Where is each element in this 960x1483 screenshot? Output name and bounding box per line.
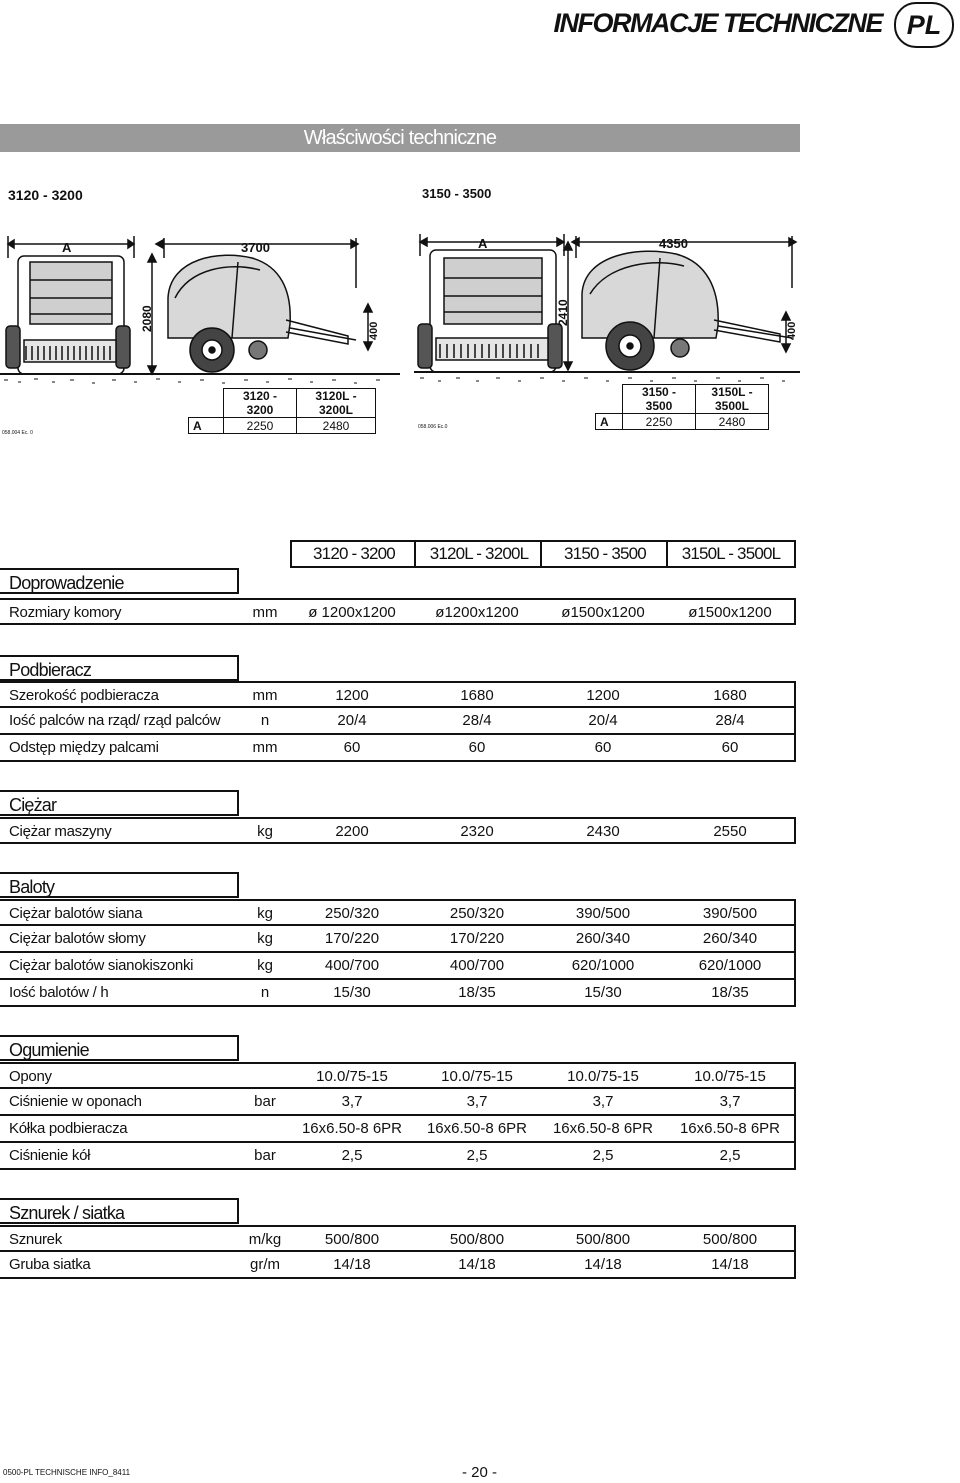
cell-col-1: 250/320 [324, 905, 380, 922]
cell-col-3: 60 [594, 739, 612, 756]
language-badge: PL [894, 2, 954, 48]
spec-row [0, 817, 796, 844]
row-label: Ciężar balotów sianokiszonki [9, 957, 194, 974]
cell-col-4: 2,5 [719, 1147, 741, 1164]
row-label: Opony [9, 1068, 52, 1085]
cell-col-4: 14/18 [711, 1256, 749, 1273]
row-label: Kółka podbieracza [9, 1120, 128, 1137]
left-dim-table-value-1: 2250 [224, 418, 297, 434]
right-dimension-table [595, 384, 769, 430]
cell-col-3: 1200 [586, 687, 620, 704]
right-baler-drawing [414, 228, 804, 388]
left-dim-length: 3700 [241, 240, 270, 255]
cell-col-2: 2320 [460, 823, 494, 840]
cell-col-2: 250/320 [449, 905, 505, 922]
left-dim-table-header-2: 3120L - 3200L [297, 389, 376, 418]
cell-col-2: 3,7 [466, 1093, 488, 1110]
cell-col-4: 60 [721, 739, 739, 756]
row-unit: bar [254, 1093, 276, 1110]
spec-row [0, 1225, 796, 1252]
cell-col-3: 3,7 [592, 1093, 614, 1110]
row-unit: gr/m [250, 1256, 280, 1273]
cell-col-3: 2,5 [592, 1147, 614, 1164]
footer-document-code: 0500-PL TECHNISCHE INFO_8411 [3, 1468, 131, 1477]
cell-col-2: 500/800 [449, 1231, 505, 1248]
spec-row [0, 1116, 796, 1143]
spec-row [0, 926, 796, 953]
section-title-ogumienie: Ogumienie [0, 1035, 239, 1061]
cell-col-4: 620/1000 [698, 957, 762, 974]
cell-col-4: 10.0/75-15 [694, 1068, 766, 1085]
footer-page-number: - 20 - [462, 1464, 498, 1481]
cell-col-1: 1200 [335, 687, 369, 704]
cell-col-3: 15/30 [584, 984, 622, 1001]
left-dim-table-value-2: 2480 [297, 418, 376, 434]
right-dim-table-value-2: 2480 [696, 414, 769, 430]
spec-row [0, 953, 796, 980]
spec-row [0, 681, 796, 708]
spec-column-header-row [290, 540, 796, 568]
cell-col-4: 18/35 [711, 984, 749, 1001]
cell-col-2: 16x6.50-8 6PR [426, 1120, 528, 1137]
cell-col-2: 18/35 [458, 984, 496, 1001]
cell-col-4: 2550 [713, 823, 747, 840]
cell-col-1: 16x6.50-8 6PR [301, 1120, 403, 1137]
cell-col-3: 390/500 [575, 905, 631, 922]
cell-col-2: 170/220 [449, 930, 505, 947]
row-label: Ciężar balotów siana [9, 905, 143, 922]
cell-col-3: 260/340 [575, 930, 631, 947]
left-dim-table-row-label: A [189, 418, 224, 434]
row-unit: mm [252, 604, 278, 621]
spec-row [0, 735, 796, 762]
cell-col-4: ø1500x1200 [688, 604, 772, 621]
cell-col-1: 14/18 [333, 1256, 371, 1273]
right-dim-length: 4350 [659, 236, 688, 251]
section-title-doprowadzenie: Doprowadzenie [0, 568, 239, 594]
row-label: Gruba siatka [9, 1256, 91, 1273]
right-dim-table-header-2: 3150L - 3500L [696, 385, 769, 414]
row-unit: mm [252, 739, 278, 756]
row-label: Odstęp między palcami [9, 739, 159, 756]
row-label: Iość palców na rząd/ rząd palców [9, 712, 221, 729]
cell-col-1: 500/800 [324, 1231, 380, 1248]
row-label: Ciśnienie kół [9, 1147, 91, 1164]
row-label: Szerokość podbieracza [9, 687, 159, 704]
left-baler-drawing [0, 228, 410, 388]
cell-col-2: 14/18 [458, 1256, 496, 1273]
right-dim-table-header-1: 3150 - 3500 [623, 385, 696, 414]
cell-col-2: 60 [468, 739, 486, 756]
cell-col-4: 28/4 [715, 712, 745, 729]
cell-col-1: 60 [343, 739, 361, 756]
spec-row [0, 1252, 796, 1279]
row-unit: bar [254, 1147, 276, 1164]
cell-col-4: 500/800 [702, 1231, 758, 1248]
cell-col-1: 2,5 [341, 1147, 363, 1164]
cell-col-4: 1680 [713, 687, 747, 704]
left-drawing-ref: 058.004 Ec. 0 [2, 430, 33, 436]
column-header-4: 3150L - 3500L [681, 544, 781, 563]
cell-col-2: 1680 [460, 687, 494, 704]
column-header-2: 3120L - 3200L [429, 544, 529, 563]
cell-col-2: 10.0/75-15 [441, 1068, 513, 1085]
spec-row [0, 1089, 796, 1116]
right-dim-table-value-1: 2250 [623, 414, 696, 430]
cell-col-4: 3,7 [719, 1093, 741, 1110]
left-dim-table-header-1: 3120 - 3200 [224, 389, 297, 418]
row-unit: kg [257, 823, 273, 840]
right-dim-height: 2410 [556, 299, 570, 326]
page-header-title: INFORMACJE TECHNICZNE [553, 8, 882, 38]
row-unit: kg [257, 905, 273, 922]
cell-col-1: 170/220 [324, 930, 380, 947]
cell-col-1: 400/700 [324, 957, 380, 974]
row-unit: n [260, 712, 270, 729]
left-dim-height: 2080 [140, 305, 154, 332]
column-header-3: 3150 - 3500 [564, 544, 646, 563]
cell-col-3: ø1500x1200 [561, 604, 645, 621]
cell-col-3: 10.0/75-15 [567, 1068, 639, 1085]
section-title-ciezar: Ciężar [0, 790, 239, 816]
row-label: Ciężar maszyny [9, 823, 112, 840]
spec-row [0, 598, 796, 625]
left-dim-drawbar: 400 [368, 321, 380, 340]
right-model-label: 3150 - 3500 [422, 186, 492, 201]
row-unit: n [260, 984, 270, 1001]
cell-col-3: 20/4 [588, 712, 618, 729]
spec-row [0, 1143, 796, 1170]
cell-col-3: 2430 [586, 823, 620, 840]
spec-row [0, 708, 796, 735]
spec-row [0, 1062, 796, 1089]
cell-col-4: 16x6.50-8 6PR [679, 1120, 781, 1137]
right-drawing-ref: 058.006 Ec.0 [418, 424, 448, 430]
spec-row [0, 899, 796, 926]
right-dim-drawbar: 400 [786, 321, 798, 340]
right-dim-table-row-label: A [596, 414, 623, 430]
cell-col-2: 2,5 [466, 1147, 488, 1164]
cell-col-3: 14/18 [584, 1256, 622, 1273]
row-label: Ciśnienie w oponach [9, 1093, 142, 1110]
cell-col-1: ø 1200x1200 [308, 604, 396, 621]
row-unit: m/kg [248, 1231, 282, 1248]
right-dim-a: A [478, 236, 488, 251]
cell-col-2: 28/4 [462, 712, 492, 729]
left-dimension-table [188, 388, 376, 434]
cell-col-4: 390/500 [702, 905, 758, 922]
cell-col-3: 16x6.50-8 6PR [552, 1120, 654, 1137]
row-label: Iość balotów / h [9, 984, 109, 1001]
cell-col-3: 500/800 [575, 1231, 631, 1248]
section-title-sznurek-siatka: Sznurek / siatka [0, 1198, 239, 1224]
spec-row [0, 980, 796, 1007]
cell-col-1: 10.0/75-15 [316, 1068, 388, 1085]
left-model-label: 3120 - 3200 [8, 187, 83, 203]
section-title-baloty: Baloty [0, 872, 239, 898]
section-title-podbieracz: Podbieracz [0, 655, 239, 681]
row-unit: mm [252, 687, 278, 704]
row-unit: kg [257, 930, 273, 947]
cell-col-4: 260/340 [702, 930, 758, 947]
section-title-bar: Właściwości techniczne [0, 124, 800, 152]
column-header-1: 3120 - 3200 [313, 544, 395, 563]
cell-col-1: 3,7 [341, 1093, 363, 1110]
row-unit: kg [257, 957, 273, 974]
cell-col-1: 15/30 [333, 984, 371, 1001]
row-label: Sznurek [9, 1231, 62, 1248]
cell-col-1: 2200 [335, 823, 369, 840]
cell-col-3: 620/1000 [571, 957, 635, 974]
left-dim-a: A [62, 240, 72, 255]
cell-col-2: ø1200x1200 [435, 604, 519, 621]
row-label: Ciężar balotów słomy [9, 930, 146, 947]
cell-col-1: 20/4 [337, 712, 367, 729]
cell-col-2: 400/700 [449, 957, 505, 974]
row-label: Rozmiary komory [9, 604, 122, 621]
